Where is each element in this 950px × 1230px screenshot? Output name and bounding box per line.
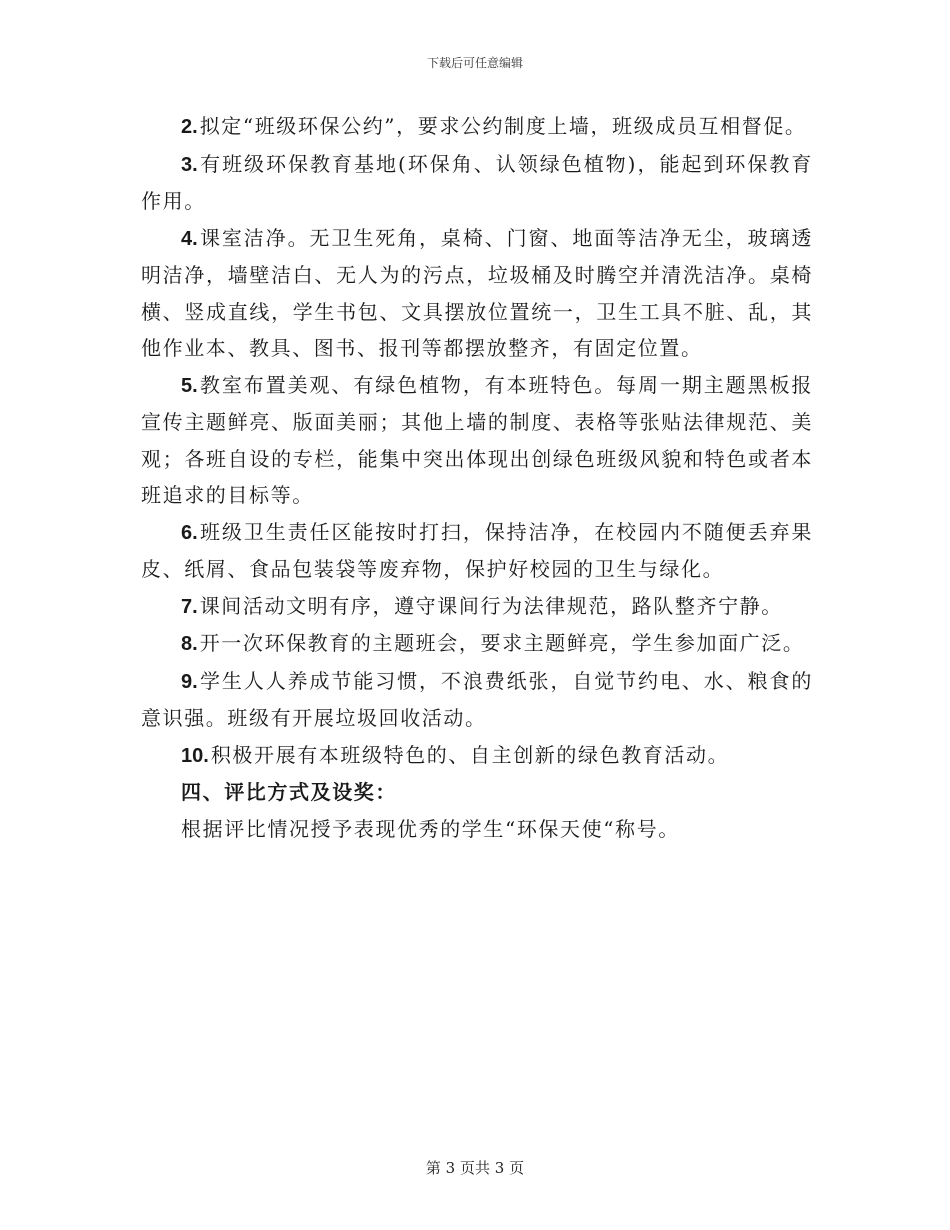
section-heading: 四、评比方式及设奖： [181, 780, 397, 804]
item-text: 教室布置美观、有绿色植物，有本班特色。每周一期主题黑板报宣传主题鲜亮、版面美丽；其他上墙的制度、表格等张贴法律规范、美观；各班自设的专栏，能集中突出体现出创绿色班级风貌和特色或者本班追求的目标等。 [141, 372, 813, 507]
item-number: 10. [181, 744, 209, 767]
list-item [141, 367, 813, 514]
item-text: 课室洁净。无卫生死角，桌椅、门窗、地面等洁净无尘，玻璃透明洁净，墙壁洁白、无人为的污点，垃圾桶及时腾空并清洗洁净。桌椅横、竖成直线，学生书包、文具摆放位置统一，卫生工具不脏、乱，其他作业本、教具、图书、报刊等都摆放整齐，有固定位置。 [141, 225, 813, 360]
item-number: 8. [181, 633, 198, 655]
item-text: 开一次环保教育的主题班会，要求主题鲜亮，学生参加面广泛。 [199, 631, 805, 655]
list-item [141, 663, 813, 737]
list-item [141, 588, 813, 626]
list-item [141, 625, 813, 663]
document-body [141, 108, 813, 847]
list-item [141, 514, 813, 588]
item-text: 课间活动文明有序，遵守课间行为法律规范，路队整齐宁静。 [199, 593, 783, 618]
list-item [141, 108, 813, 146]
item-text: 拟定“班级环保公约”，要求公约制度上墙，班级成员互相督促。 [199, 114, 807, 138]
item-number: 9. [181, 670, 198, 693]
item-number: 2. [181, 116, 198, 138]
item-number: 3. [181, 153, 198, 176]
item-number: 5. [181, 374, 198, 397]
section-body: 根据评比情况授予表现优秀的学生“环保天使“称号。 [181, 816, 680, 841]
item-text: 学生人人养成节能习惯，不浪费纸张，自觉节约电、水、粮食的意识强。班级有开展垃圾回收活动。 [141, 668, 813, 730]
item-number: 4. [181, 227, 198, 250]
page-header: 下载后可任意编辑 [426, 56, 523, 70]
item-number: 7. [181, 595, 198, 618]
list-item [141, 737, 813, 775]
item-text: 班级卫生责任区能按时打扫，保持洁净，在校园内不随便丢弃果皮、纸屑、食品包装袋等废弃物，保护好校园的卫生与绿化。 [141, 519, 813, 581]
item-text: 有班级环保教育基地(环保角、认领绿色植物)，能起到环保教育作用。 [141, 151, 813, 213]
item-text: 积极开展有本班级特色的、自主创新的绿色教育活动。 [210, 742, 730, 767]
item-number: 6. [181, 521, 198, 544]
page-footer: 第 3 页共 3 页 [425, 1159, 525, 1177]
list-item [141, 146, 813, 220]
list-item [141, 220, 813, 367]
